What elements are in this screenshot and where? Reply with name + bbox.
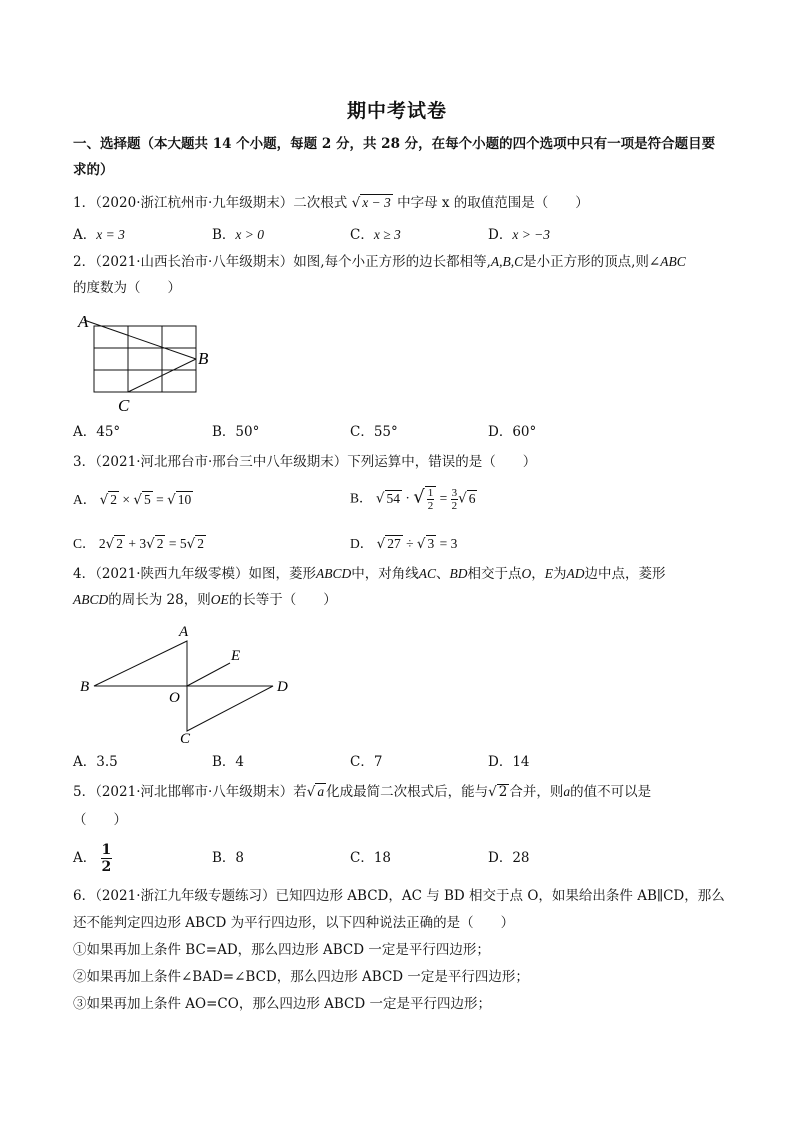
q2-label-c: C bbox=[118, 396, 130, 415]
q1-text-after: 中字母 x 的取值范围是（ ） bbox=[397, 195, 589, 211]
question-3: 3．（2021·河北邢台市·邢台三中八年级期末）下列运算中，错误的是（ ） bbox=[73, 454, 537, 470]
q2-option-b[interactable]: B．50° bbox=[212, 424, 260, 440]
q1-option-d[interactable]: D．x > −3 bbox=[488, 227, 551, 243]
q2-label-a: A bbox=[78, 312, 89, 331]
question-4-line1: 4．（2021·陕西九年级零模）如图，菱形ABCD中，对角线AC、BD相交于点O，E为AD边中点，菱形 bbox=[73, 566, 666, 582]
q1-radicand: x − 3 bbox=[362, 195, 391, 210]
q3-option-c[interactable]: C． 2√ 2 + 3√ 2 = 5√ 2 bbox=[73, 536, 204, 552]
question-6-statement-2: ②如果再加上条件∠BAD=∠BCD，那么四边形 ABCD 一定是平行四边形； bbox=[73, 969, 529, 985]
q2-option-d[interactable]: D．60° bbox=[488, 424, 537, 440]
q4-label-o: O bbox=[169, 690, 180, 706]
q3-option-b[interactable]: B． √ 54 · √ $\frac{1}{2}$ = $\frac{3}{2}$ √ 6 bbox=[350, 486, 476, 512]
q4-label-d: D bbox=[277, 679, 288, 695]
q4-rhombus-figure bbox=[72, 618, 312, 746]
q2-option-a[interactable]: A．45° bbox=[73, 424, 121, 440]
question-6-statement-3: ③如果再加上条件 AO=CO，那么四边形 ABCD 一定是平行四边形； bbox=[73, 996, 491, 1012]
q5-option-c[interactable]: C．18 bbox=[350, 850, 392, 866]
q1-option-a[interactable]: A．x = 3 bbox=[73, 227, 125, 243]
q3-option-a[interactable]: A． √ 2 × √ 5 = √ 10 bbox=[73, 492, 192, 508]
q5-option-d[interactable]: D．28 bbox=[488, 850, 530, 866]
q1-text-before: 1．（2020·浙江杭州市·九年级期末）二次根式 bbox=[73, 195, 348, 211]
q3-option-d[interactable]: D． √ 27 ÷ √ 3 = 3 bbox=[350, 536, 458, 552]
q4-option-c[interactable]: C．7 bbox=[350, 754, 383, 770]
q4-label-e: E bbox=[231, 648, 241, 664]
q5-option-b[interactable]: B．8 bbox=[212, 850, 245, 866]
q4-label-b: B bbox=[80, 679, 90, 695]
section-heading-line2: 求的） bbox=[73, 162, 114, 178]
q4-option-d[interactable]: D．14 bbox=[488, 754, 530, 770]
question-5-line2: （ ） bbox=[73, 812, 127, 828]
question-1 bbox=[73, 193, 589, 213]
q1-option-b[interactable]: B．x > 0 bbox=[212, 227, 265, 243]
page-title: 期中考试卷 bbox=[346, 100, 447, 122]
question-6-line2: 还不能判定四边形 ABCD 为平行四边形，以下四种说法正确的是（ ） bbox=[73, 915, 515, 931]
q1-option-c[interactable]: C．x ≥ 3 bbox=[350, 227, 401, 243]
radical-sign: √ bbox=[351, 195, 361, 211]
q2-grid-figure bbox=[72, 308, 222, 420]
section-heading-line1: 一、选择题（本大题共 14 个小题，每题 2 分，共 28 分，在每个小题的四个选项中只有一项是符合题目要 bbox=[73, 136, 716, 152]
q5-option-a[interactable]: A． $\frac{1}{2}$ bbox=[73, 842, 112, 875]
q2-label-b: B bbox=[198, 349, 209, 368]
q4-option-a[interactable]: A．3.5 bbox=[73, 754, 118, 770]
q2-option-c[interactable]: C．55° bbox=[350, 424, 398, 440]
q4-label-c: C bbox=[180, 731, 191, 746]
q4-label-a: A bbox=[179, 624, 189, 640]
question-2-line2: 的度数为（ ） bbox=[73, 280, 181, 296]
question-4-line2: ABCD的周长为 28，则OE的长等于（ ） bbox=[73, 592, 337, 608]
q4-option-b[interactable]: B．4 bbox=[212, 754, 245, 770]
question-5-line1: 5．（2021·河北邯郸市·八年级期末）若√ a 化成最简二次根式后，能与√ 2 合并，则a的值不可以是 bbox=[73, 784, 652, 800]
question-6-statement-1: ①如果再加上条件 BC=AD，那么四边形 ABCD 一定是平行四边形； bbox=[73, 942, 490, 958]
question-2-line1: 2．（2021·山西长治市·八年级期末）如图,每个小正方形的边长都相等,A,B,C是小正方形的顶点,则∠ABC bbox=[73, 254, 686, 270]
question-6-line1: 6．（2021·浙江九年级专题练习）已知四边形 ABCD，AC 与 BD 相交于点 O，如果给出条件 AB∥CD，那么 bbox=[73, 888, 725, 904]
